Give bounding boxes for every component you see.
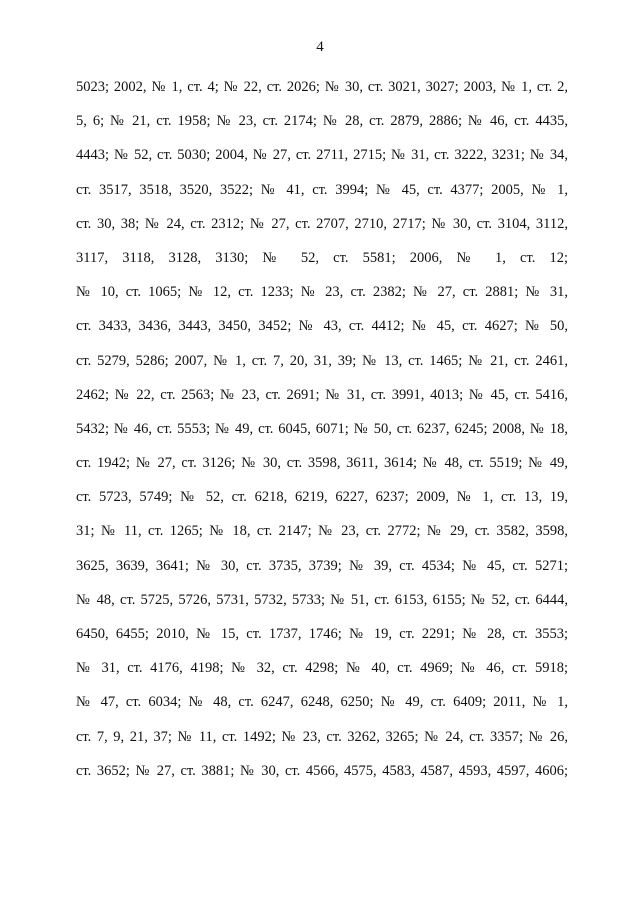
text-line-19: № 47, ст. 6034; № 48, ст. 6247, 6248, 6250; № 49, ст. 6409; 2011, № 1, [76,694,568,711]
text-line-13: ст. 5723, 5749; № 52, ст. 6218, 6219, 6227, 6237; 2009, № 1, ст. 13, 19, [76,489,568,506]
text-line-3: 4443; № 52, ст. 5030; 2004, № 27, ст. 2711, 2715; № 31, ст. 3222, 3231; № 34, [76,147,568,164]
text-line-8: ст. 3433, 3436, 3443, 3450, 3452; № 43, ст. 4412; № 45, ст. 4627; № 50, [76,318,568,335]
text-line-6: 3117, 3118, 3128, 3130; № 52, ст. 5581; 2006, № 1, ст. 12; [76,249,568,266]
text-line-18: № 31, ст. 4176, 4198; № 32, ст. 4298; № 40, ст. 4969; № 46, ст. 5918; [76,660,568,677]
text-line-11: 5432; № 46, ст. 5553; № 49, ст. 6045, 6071; № 50, ст. 6237, 6245; 2008, № 18, [76,420,568,437]
text-line-7: № 10, ст. 1065; № 12, ст. 1233; № 23, ст. 2382; № 27, ст. 2881; № 31, [76,284,568,301]
page-number: 4 [316,39,324,55]
text-line-21: ст. 3652; № 27, ст. 3881; № 30, ст. 4566, 4575, 4583, 4587, 4593, 4597, 4606; [76,762,568,779]
text-line-12: ст. 1942; № 27, ст. 3126; № 30, ст. 3598, 3611, 3614; № 48, ст. 5519; № 49, [76,455,568,472]
text-line-1: 5023; 2002, № 1, ст. 4; № 22, ст. 2026; № 30, ст. 3021, 3027; 2003, № 1, ст. 2, [76,79,568,95]
text-line-14: 31; № 11, ст. 1265; № 18, ст. 2147; № 23, ст. 2772; № 29, ст. 3582, 3598, [76,523,568,540]
text-line-10: 2462; № 22, ст. 2563; № 23, ст. 2691; № 31, ст. 3991, 4013; № 45, ст. 5416, [76,386,568,403]
text-line-15: 3625, 3639, 3641; № 30, ст. 3735, 3739; № 39, ст. 4534; № 45, ст. 5271; [76,557,568,574]
text-line-20: ст. 7, 9, 21, 37; № 11, ст. 1492; № 23, ст. 3262, 3265; № 24, ст. 3357; № 26, [76,728,568,745]
text-line-4: ст. 3517, 3518, 3520, 3522; № 41, ст. 3994; № 45, ст. 4377; 2005, № 1, [76,181,568,198]
text-line-17: 6450, 6455; 2010, № 15, ст. 1737, 1746; № 19, ст. 2291; № 28, ст. 3553; [76,626,568,642]
text-line-16: № 48, ст. 5725, 5726, 5731, 5732, 5733; № 51, ст. 6153, 6155; № 52, ст. 6444, [76,591,568,608]
text-line-5: ст. 30, 38; № 24, ст. 2312; № 27, ст. 2707, 2710, 2717; № 30, ст. 3104, 3112, [76,215,568,232]
text-line-2: 5, 6; № 21, ст. 1958; № 23, ст. 2174; № 28, ст. 2879, 2886; № 46, ст. 4435, [76,113,568,130]
citation-paragraph [76,76,568,794]
text-line-9: ст. 5279, 5286; 2007, № 1, ст. 7, 20, 31, 39; № 13, ст. 1465; № 21, ст. 2461, [76,352,568,369]
